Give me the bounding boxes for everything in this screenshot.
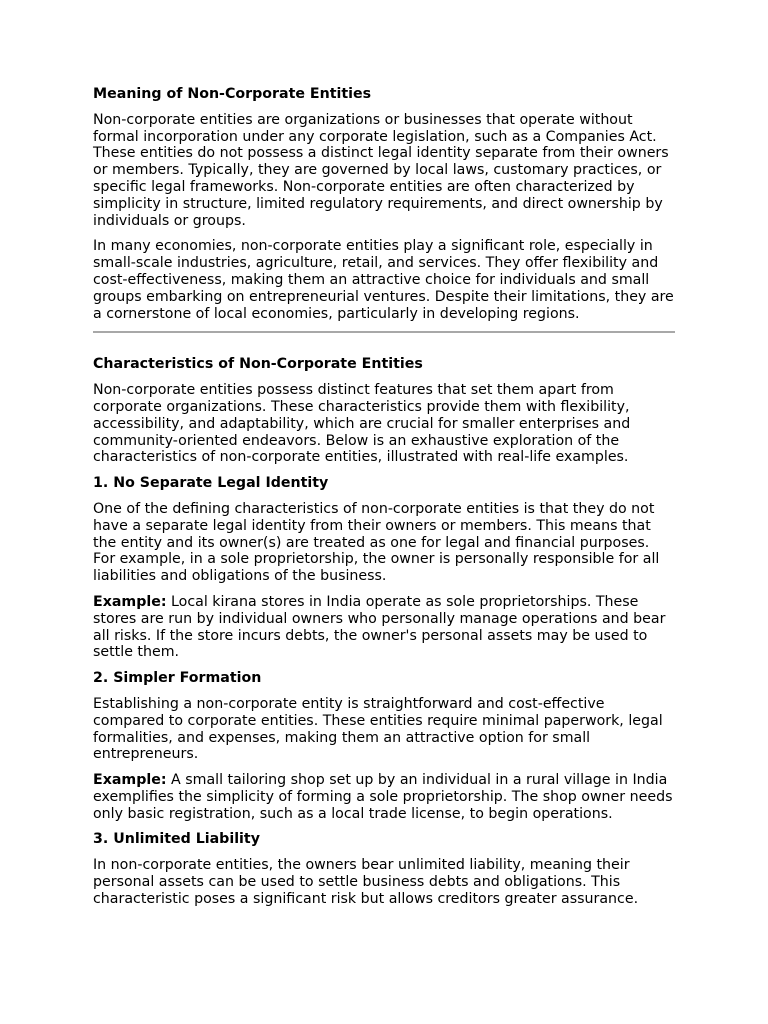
example-label: Example: bbox=[93, 772, 167, 789]
paragraph: Establishing a non-corporate entity is straightforward and cost-effective compared to corporate entities. These entities require minimal paperwork, legal formalities, and expenses, making them an attractive option for small entrepreneurs. bbox=[93, 695, 663, 763]
example-paragraph bbox=[93, 772, 675, 822]
section-heading-characteristics: Characteristics of Non-Corporate Entities bbox=[93, 356, 423, 373]
example-text: Local kirana stores in India operate as sole proprietorships. These stores are run by individual owners who personally manage operations and bear all risks. If the store incurs debts, the owner's personal assets may be used to settle them. bbox=[93, 593, 666, 661]
subheading: 2. Simpler Formation bbox=[93, 670, 262, 687]
horizontal-divider bbox=[93, 331, 675, 333]
example-paragraph bbox=[93, 594, 675, 661]
paragraph: One of the defining characteristics of non-corporate entities is that they do not have a separate legal identity from their owners or members. This means that the entity and its owner(s) are treated as one for legal and financial purposes. For example, in a sole proprietorship, the owner is personally responsible for all liabilities and obligations of the business. bbox=[93, 500, 660, 585]
example-text: A small tailoring shop set up by an individual in a rural village in India exemplifies the simplicity of forming a sole proprietorship. The shop owner needs only basic registration, such as a local trade license, to begin operations. bbox=[93, 772, 673, 822]
paragraph: In non-corporate entities, the owners bear unlimited liability, meaning their personal assets can be used to settle business debts and obligations. This characteristic poses a significant risk but allows creditors greater assurance. bbox=[93, 857, 639, 907]
subheading: 3. Unlimited Liability bbox=[93, 831, 260, 848]
section-heading-meaning: Meaning of Non-Corporate Entities bbox=[93, 86, 372, 102]
example-label: Example: bbox=[93, 593, 167, 610]
paragraph: Non-corporate entities possess distinct features that set them apart from corporate organizations. These characteristics provide them with flexibility, accessibility, and adaptability, which are crucial for smaller enterprises and community-oriented endeavors. Below is an exhaustive exploration of the characteristics of non-corporate entities, illustrated with real-life examples. bbox=[93, 382, 631, 466]
paragraph: Non-corporate entities are organizations or businesses that operate without formal incorporation under any corporate legislation, such as a Companies Act. These entities do not possess a distinct legal identity separate from their owners or members. Typically, they are governed by local laws, customary practices, or specific legal frameworks. Non-corporate entities are often characterized by simplicity in structure, limited regulatory requirements, and direct ownership by individuals or groups. bbox=[93, 111, 669, 229]
subheading: 1. No Separate Legal Identity bbox=[93, 475, 329, 492]
paragraph: In many economies, non-corporate entities play a significant role, especially in small-scale industries, agriculture, retail, and services. They offer flexibility and cost-effectiveness, making them an attractive choice for individuals and small groups embarking on entrepreneurial ventures. Despite their limitations, they are a cornerstone of local economies, particularly in developing regions. bbox=[93, 238, 674, 322]
